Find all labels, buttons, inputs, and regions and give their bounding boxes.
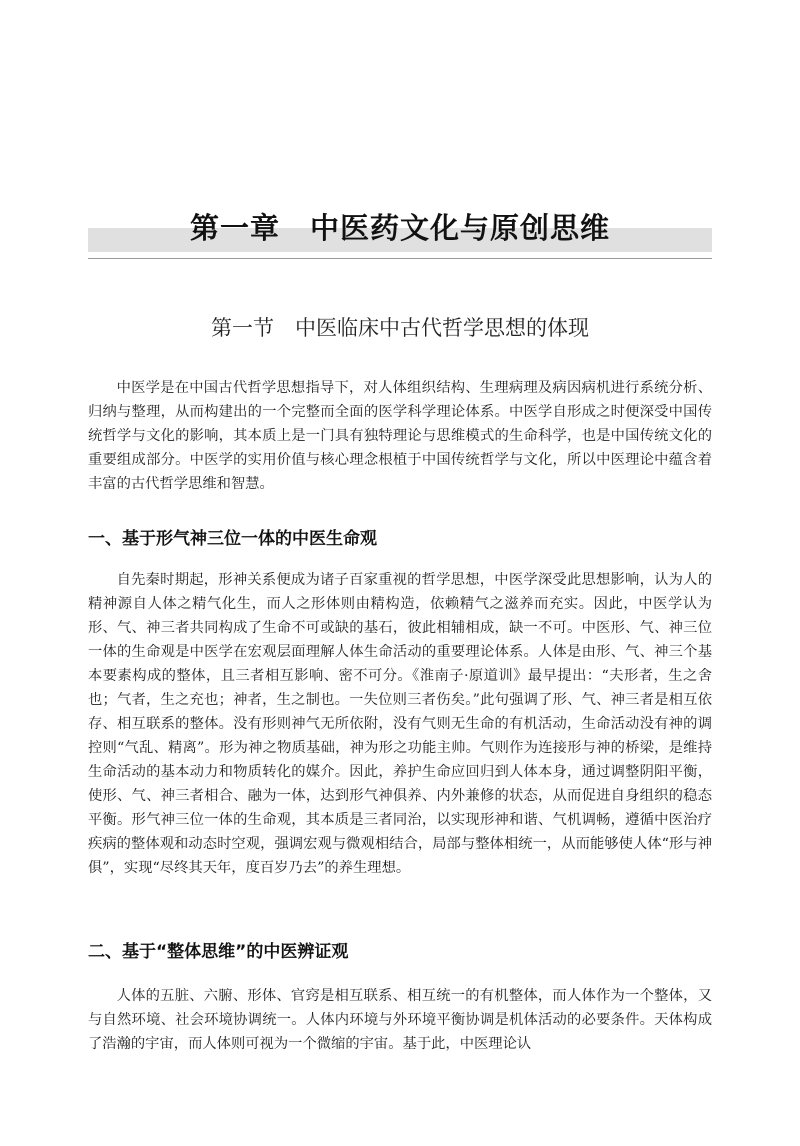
chapter-divider (88, 258, 712, 259)
subsection-2-paragraph: 人体的五脏、六腑、形体、官窍是相互联系、相互统一的有机整体，而人体作为一个整体，又与自然环境、社会环境协调统一。人体内环境与外环境平衡协调是机体活动的必要条件。天体构成了浩瀚的宇宙，而人体则可视为一个微缩的宇宙。基于此，中医理论认 (88, 988, 712, 1052)
section-title: 第一节 中医临床中古代哲学思想的体现 (211, 316, 589, 340)
subsection-2-heading: 二、基于“整体思维”的中医辨证观 (88, 942, 349, 962)
chapter-title: 第一章 中医药文化与原创思维 (189, 211, 610, 245)
subsection-1-heading: 一、基于形气神三位一体的中医生命观 (88, 529, 377, 549)
intro-paragraph: 中医学是在中国古代哲学思想指导下，对人体组织结构、生理病理及病因病机进行系统分析、归纳与整理，从而构建出的一个完整而全面的医学科学理论体系。中医学自形成之时便深受中国传统哲学与文化的影响，其本质上是一门具有独特理论与思维模式的生命科学，也是中国传统文化的重要组成部分。中医学的实用价值与核心理念根植于中国传统哲学与文化，所以中医理论中蕴含着丰富的古代哲学思维和智慧。 (88, 380, 712, 492)
subsection-1-paragraph: 自先秦时期起，形神关系便成为诸子百家重视的哲学思想，中医学深受此思想影响，认为人的精神源自人体之精气化生，而人之形体则由精构造，依赖精气之滋养而充实。因此，中医学认为形、气、神三者共同构成了生命不可或缺的基石，彼此相辅相成，缺一不可。中医形、气、神三位一体的生命观是中医学在宏观层面理解人体生命活动的重要理论体系。人体是由形、气、神三个基本要素构成的整体，且三者相互影响、密不可分。《淮南子·原道训》最早提出：“夫形者，生之舍也；气者，生之充也；神者，生之制也。一失位则三者伤矣。”此句强调了形、气、神三者是相互依存、相互联系的整体。没有形则神气无所依附，没有气则无生命的有机活动，生命活动没有神的调控则“气乱、精离”。形为神之物质基础，神为形之功能主帅。气则作为连接形与神的桥梁，是维持生命活动的基本动力和物质转化的媒介。因此，养护生命应回归到人体本身，通过调整阴阳平衡，使形、气、神三者相合、融为一体，达到形气神俱养、内外兼修的状态，从而促进自身组织的稳态平衡。形气神三位一体的生命观，其本质是三者同治，以实现形神和谐、气机调畅，遵循中医治疗疾病的整体观和动态时空观，强调宏观与微观相结合，局部与整体相统一，从而能够使人体“形与神俱”，实现“尽终其天年，度百岁乃去”的养生理想。 (88, 572, 712, 876)
